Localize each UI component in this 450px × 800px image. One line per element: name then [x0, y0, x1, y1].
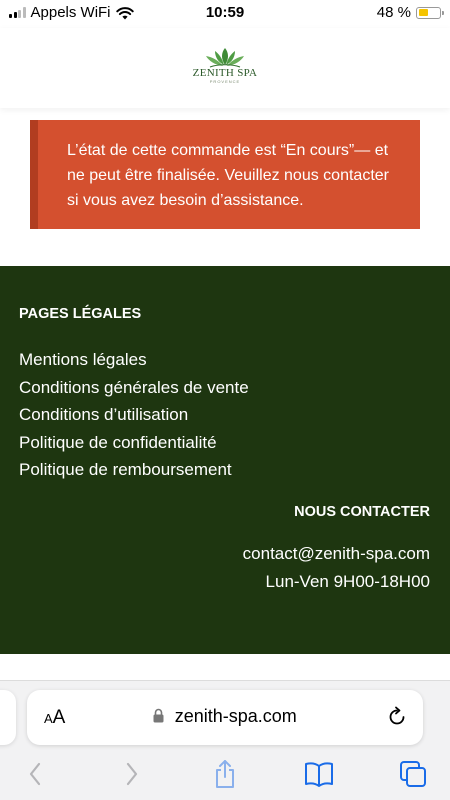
- reader-aa-button[interactable]: AA: [44, 707, 66, 728]
- share-icon: [213, 759, 237, 789]
- legal-pages-heading: PAGES LÉGALES: [19, 306, 142, 322]
- site-footer: [0, 266, 450, 654]
- logo-tagline: PROVENCE: [209, 79, 241, 84]
- status-bar: [0, 0, 450, 28]
- browser-bottom-bar: [0, 680, 450, 800]
- site-logo[interactable]: [175, 46, 275, 84]
- bookmarks-icon: [304, 761, 334, 787]
- link-mentions-legales[interactable]: Mentions légales: [19, 350, 147, 369]
- logo-name: ZENITH SPA: [192, 67, 258, 79]
- legal-links-list: [19, 346, 249, 484]
- order-status-alert: [30, 120, 420, 229]
- battery-level: [419, 9, 429, 16]
- contact-hours: Lun-Ven 9H00-18H00: [265, 572, 430, 591]
- tabs-icon: [399, 760, 427, 788]
- forward-icon: [125, 762, 139, 786]
- tabs-button[interactable]: [398, 759, 428, 789]
- back-button[interactable]: [20, 759, 50, 789]
- carrier-label: Appels WiFi: [30, 4, 111, 21]
- link-conditions-utilisation[interactable]: Conditions d’utilisation: [19, 405, 189, 424]
- contact-heading: NOUS CONTACTER: [294, 504, 430, 520]
- lotus-icon: [200, 46, 250, 68]
- lock-icon: [153, 708, 164, 723]
- contact-email-link[interactable]: contact@zenith-spa.com: [242, 544, 430, 563]
- clock: 10:59: [205, 4, 245, 21]
- url-display[interactable]: [27, 706, 423, 727]
- share-button[interactable]: [210, 759, 240, 789]
- status-right: [377, 4, 441, 21]
- alert-message: L’état de cette commande est “En cours”— et ne peut être finalisée. Veuillez nous contacter si vous avez besoin d’assistance.: [67, 142, 389, 209]
- url-text: zenith-spa.com: [174, 706, 297, 726]
- previous-tab-peek[interactable]: [0, 690, 16, 745]
- battery-icon: [416, 7, 441, 19]
- battery-percent: 48 %: [376, 4, 411, 21]
- reload-icon[interactable]: [386, 706, 408, 728]
- link-politique-remboursement[interactable]: Politique de remboursement: [19, 460, 232, 479]
- link-politique-confidentialite[interactable]: Politique de confidentialité: [19, 432, 217, 452]
- forward-button[interactable]: [117, 759, 147, 789]
- site-header: [0, 28, 450, 108]
- back-icon: [28, 762, 42, 786]
- browser-toolbar: [0, 759, 450, 789]
- bookmarks-button[interactable]: [304, 759, 334, 789]
- address-bar[interactable]: [27, 690, 423, 745]
- link-cgv[interactable]: Conditions générales de vente: [19, 377, 249, 397]
